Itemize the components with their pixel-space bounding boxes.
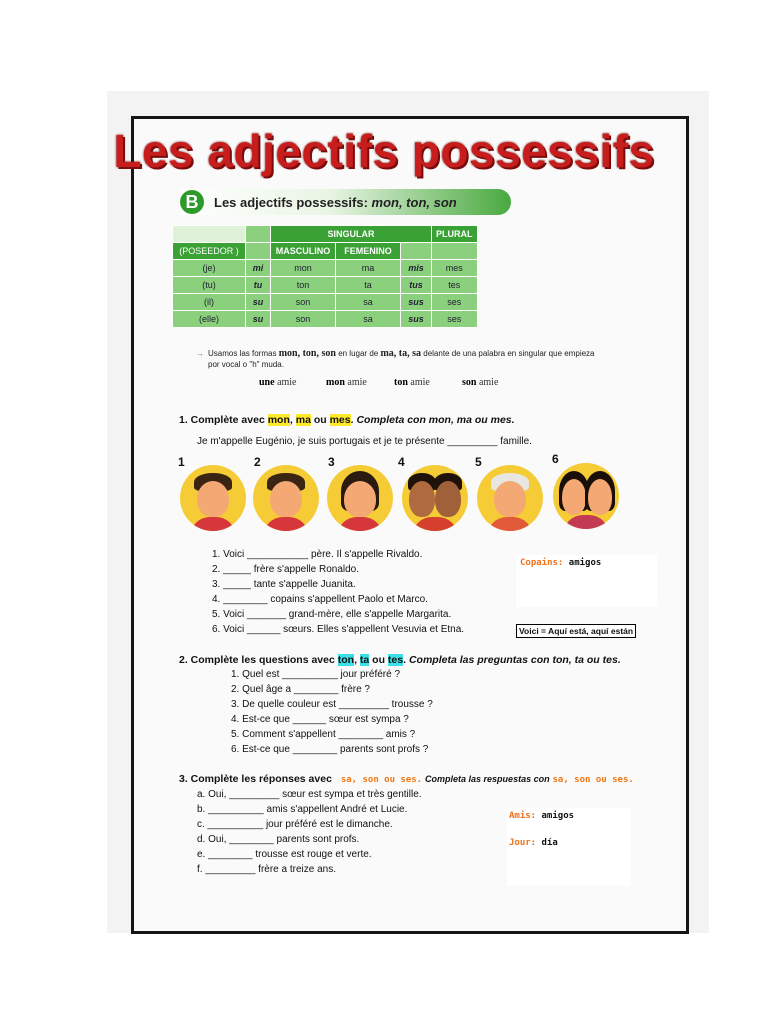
cell-poseedor: (il): [173, 294, 246, 311]
header-singular: SINGULAR: [271, 226, 432, 243]
example-phrase: [394, 377, 430, 388]
cell-poseedor: (elle): [173, 311, 246, 328]
exercise-1-intro: Je m'appelle Eugénio, je suis portugais et je te présente _________ famille.: [197, 436, 532, 447]
cell-spanish-plural: sus: [401, 294, 432, 311]
worksheet-title: Les adjectifs possessifs: [113, 125, 655, 177]
cell-spanish: su: [246, 294, 271, 311]
exercise-label: 2. Complète les questions avec: [179, 654, 335, 666]
note-text: delante de una palabra en singular que empieza: [423, 349, 595, 358]
vocab-term: Amis:: [509, 811, 537, 821]
option-highlight: ton: [337, 654, 355, 666]
section-title-italic: mon, ton, son: [371, 195, 457, 210]
grandmother-picture: [477, 465, 543, 531]
section-title: [214, 195, 457, 210]
cell-plural: ses: [432, 294, 478, 311]
exercise-label: 1. Complète avec: [179, 414, 265, 426]
possessive-adjectives-table: [172, 225, 478, 328]
exercise-2-item: 1. Quel est __________ jour préféré ?: [231, 669, 401, 680]
table-empty-cell: [173, 226, 246, 243]
vocab-term: Copains:: [520, 558, 564, 568]
exercise-1-item: 5. Voici _______ grand-mère, elle s'appelle Margarita.: [212, 609, 452, 620]
section-title-text: Les adjectifs possessifs:: [214, 195, 372, 210]
cell-spanish-plural: mis: [401, 260, 432, 277]
header-femenino: FEMENINO: [336, 243, 401, 260]
exercise-1-heading: 1. Complète avec mon, ma ou mes. Completa con mon, ma ou mes.: [179, 414, 515, 426]
example-noun: amie: [347, 377, 367, 388]
example-det: ton: [394, 377, 408, 388]
cell-feminine: ma: [336, 260, 401, 277]
exercise-label: 3. Complète les réponses avec: [179, 773, 332, 785]
example-det: une: [259, 377, 275, 388]
exercise-3-item: c. __________ jour préféré est le dimanche.: [197, 819, 393, 830]
voici-note: Voici = Aquí está, aquí están: [516, 624, 636, 638]
note-forms: mon, ton, son: [278, 348, 336, 359]
option-highlight: ma: [295, 414, 311, 426]
table-row: [173, 311, 478, 328]
header-plural: PLURAL: [432, 226, 478, 243]
header-poseedor: (POSEEDOR ): [173, 243, 246, 260]
exercise-2-item: 2. Quel âge a ________ frère ?: [231, 684, 370, 695]
exercise-3-item: b. __________ amis s'appellent André et Lucie.: [197, 804, 408, 815]
picture-number: 4: [398, 455, 405, 469]
table-row: [173, 260, 478, 277]
note-text: Usamos las formas: [208, 349, 277, 358]
instruction-spanish: Completa las preguntas con ton, ta ou tes.: [408, 654, 621, 666]
exercise-2-heading: 2. Complète les questions avec ton, ta ou tes. Completa las preguntas con ton, ta ou tes.: [179, 654, 621, 666]
note-text: por vocal o "h" muda.: [208, 360, 284, 369]
exercise-3-item: d. Oui, ________ parents sont profs.: [197, 834, 360, 845]
cell-masculine: ton: [271, 277, 336, 294]
exercise-1-item: 1. Voici ___________ père. Il s'appelle Rivaldo.: [212, 549, 423, 560]
exercise-2-item: 4. Est-ce que ______ sœur est sympa ?: [231, 714, 409, 725]
option-highlight: sa, son ou ses.: [552, 775, 634, 785]
exercise-3-item: f. _________ frère a treize ans.: [197, 864, 336, 875]
exercise-1-item: 6. Voici ______ sœurs. Elles s'appellent Vesuvia et Etna.: [212, 624, 465, 635]
table-empty-cell: [401, 243, 432, 260]
table-empty-cell: [432, 243, 478, 260]
vocabulary-box: [507, 808, 631, 886]
grammar-note: [196, 348, 646, 370]
separator: ou: [313, 414, 327, 426]
cell-spanish: mi: [246, 260, 271, 277]
example-phrase: [462, 377, 498, 388]
exercise-2-item: 5. Comment s'appellent ________ amis ?: [231, 729, 416, 740]
picture-number: 1: [178, 455, 185, 469]
picture-number: 2: [254, 455, 261, 469]
example-noun: amie: [478, 377, 499, 388]
table-empty-cell: [246, 226, 271, 243]
exercise-2-item: 6. Est-ce que ________ parents sont profs ?: [231, 744, 429, 755]
separator: ,: [289, 414, 293, 426]
exercise-3-item: a. Oui, _________ sœur est sympa et très gentille.: [197, 789, 422, 800]
example-phrase: [326, 377, 367, 388]
vocabulary-box: [516, 555, 657, 607]
cell-masculine: son: [271, 311, 336, 328]
cell-feminine: sa: [336, 311, 401, 328]
brother-picture: [253, 465, 319, 531]
exercise-1-item: 4. ________ copains s'appellent Paolo et Marco.: [212, 594, 428, 605]
separator: ou: [372, 654, 385, 666]
instruction-spanish: Completa con mon, ma ou mes.: [356, 414, 515, 426]
section-letter-badge: B: [180, 190, 204, 214]
header-masculino: MASCULINO: [271, 243, 336, 260]
arrow-right-icon: →: [196, 349, 204, 358]
option-highlight: tes: [387, 654, 404, 666]
father-picture: [180, 465, 246, 531]
example-det: son: [462, 377, 477, 388]
vocab-meaning: día: [541, 838, 558, 848]
example-noun: amie: [410, 377, 430, 388]
friends-picture: [402, 465, 468, 531]
cell-feminine: sa: [336, 294, 401, 311]
picture-number: 6: [552, 452, 559, 466]
option-highlight: ta: [359, 654, 370, 666]
cell-masculine: mon: [271, 260, 336, 277]
table-row: [173, 277, 478, 294]
exercise-3-heading: [179, 773, 634, 785]
cell-spanish-plural: tus: [401, 277, 432, 294]
cell-poseedor: (tu): [173, 277, 246, 294]
exercise-1-item: 3. _____ tante s'appelle Juanita.: [212, 579, 356, 590]
example-phrase: [259, 377, 297, 388]
vocab-meaning: amigos: [568, 558, 602, 568]
note-forms: ma, ta, sa: [380, 348, 422, 359]
exercise-1-item: 2. _____ frère s'appelle Ronaldo.: [212, 564, 360, 575]
example-noun: amie: [277, 377, 297, 388]
cell-plural: tes: [432, 277, 478, 294]
instruction-spanish: Completa las respuestas con: [425, 774, 550, 784]
cell-spanish-plural: sus: [401, 311, 432, 328]
table-empty-cell: [246, 243, 271, 260]
cell-spanish: tu: [246, 277, 271, 294]
table-row: [173, 294, 478, 311]
option-highlight: mes: [329, 414, 351, 426]
aunt-picture: [327, 465, 393, 531]
vocab-term: Jour:: [509, 838, 537, 848]
cell-feminine: ta: [336, 277, 401, 294]
example-det: mon: [326, 377, 345, 388]
option-highlight: mon: [267, 414, 290, 426]
option-highlight: sa, son ou ses.: [340, 775, 423, 785]
cell-plural: ses: [432, 311, 478, 328]
cell-spanish: su: [246, 311, 271, 328]
cell-masculine: son: [271, 294, 336, 311]
cell-plural: mes: [432, 260, 478, 277]
exercise-3-item: e. ________ trousse est rouge et verte.: [197, 849, 372, 860]
exercise-2-item: 3. De quelle couleur est _________ trousse ?: [231, 699, 433, 710]
note-text: en lugar de: [338, 349, 379, 358]
sisters-picture: [553, 463, 619, 529]
cell-poseedor: (je): [173, 260, 246, 277]
picture-number: 5: [475, 455, 482, 469]
vocab-meaning: amigos: [541, 811, 575, 821]
picture-number: 3: [328, 455, 335, 469]
